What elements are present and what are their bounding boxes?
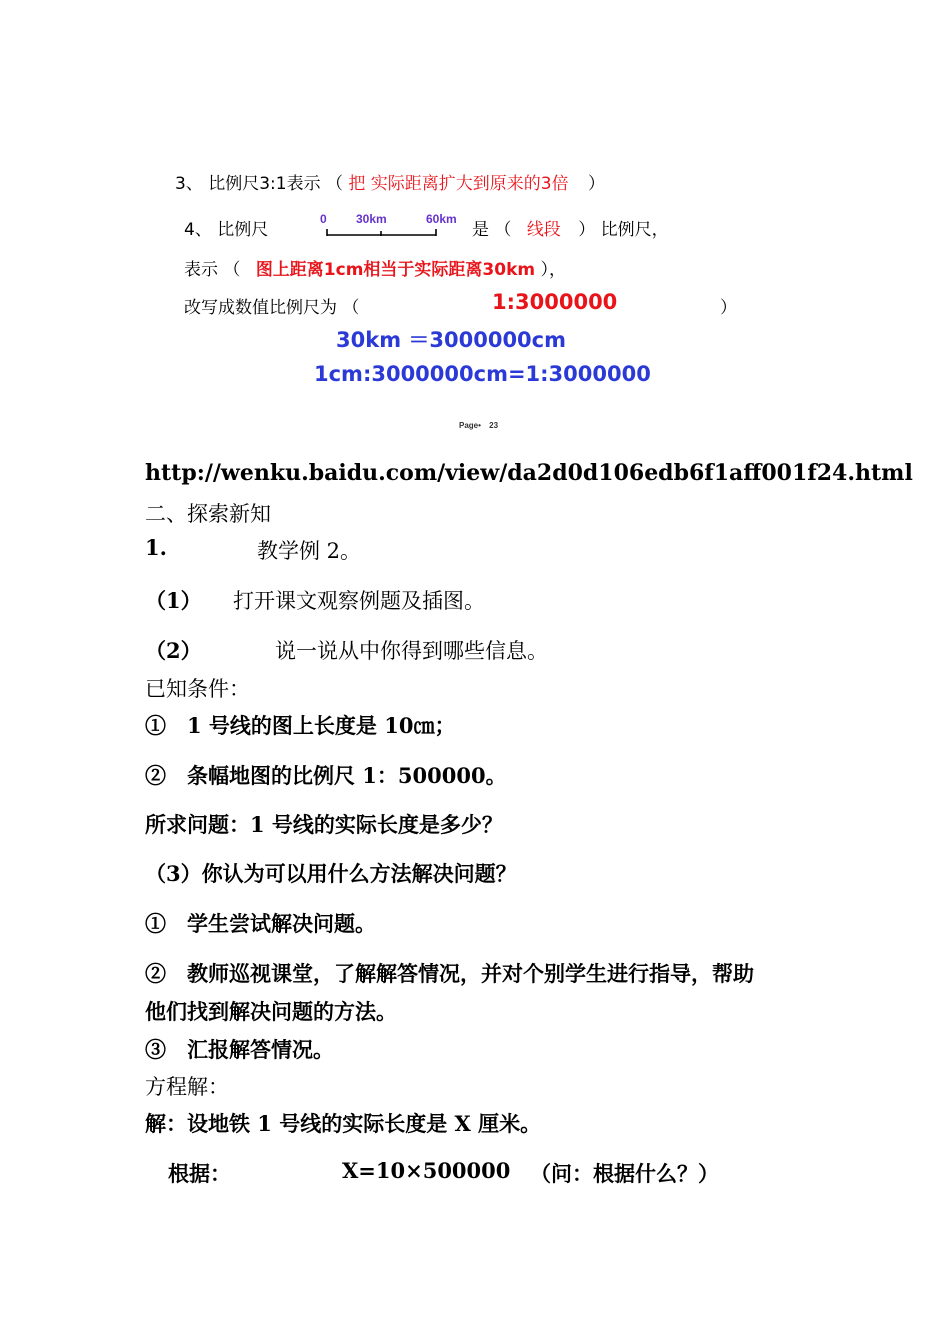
sub-step-3: （3）你认为可以用什么方法解决问题？: [145, 861, 517, 886]
known-label: 已知条件：: [145, 677, 250, 701]
slide-line-4-rest: 是 （ 线段 ） 比例尺，: [472, 220, 669, 240]
question: 所求问题：1 号线的实际长度是多少？: [145, 812, 503, 837]
scale-label-60km: 60km: [426, 212, 457, 226]
answer-scale-meaning: 图上距离1cm相当于实际距离30km: [255, 260, 536, 280]
sub-step-2: （2） 说一说从中你得到哪些信息。: [145, 638, 548, 663]
source-url: http://wenku.baidu.com/view/da2d0d106edb6f1aff001f24.html: [145, 460, 913, 486]
solution-line: 解：设地铁 1 号线的实际长度是 X 厘米。: [145, 1111, 542, 1136]
slide-line-6-close: ）: [720, 298, 737, 318]
basis-formula: X=10×500000: [342, 1158, 511, 1183]
equation-label: 方程解：: [145, 1075, 229, 1099]
basis-question: （问：根据什么？）: [530, 1161, 719, 1186]
scale-bar-line: [318, 226, 443, 238]
answer-numeric-scale: 1:3000000: [492, 290, 618, 314]
section-heading: 二、探索新知: [145, 502, 271, 526]
item-1: ① 学生尝试解决问题。: [145, 911, 376, 936]
known-item-1: ① 1 号线的图上长度是 10㎝；: [145, 713, 456, 738]
scale-label-0: 0: [320, 212, 327, 226]
item-2-line-1: ② 教师巡视课堂，了解解答情况，并对个别学生进行指导，帮助: [145, 961, 754, 986]
calc-line-2: 1cm:3000000cm=1:3000000: [314, 362, 651, 386]
item-3: ③ 汇报解答情况。: [145, 1037, 334, 1062]
slide-page-footer: Page• 23: [459, 421, 499, 430]
known-item-2: ② 条幅地图的比例尺 1：500000。: [145, 763, 507, 788]
sub-step-1: （1） 打开课文观察例题及插图。: [145, 588, 485, 613]
step-1: 1. 教学例 2。: [145, 535, 362, 563]
answer-scale-type: 线段: [526, 220, 561, 240]
item-2-line-2: 他们找到解决问题的方法。: [145, 999, 397, 1024]
answer-ratio-meaning: 把 实际距离扩大到原来的3倍: [348, 174, 569, 194]
slide-line-5: 表示 （ 图上距离1cm相当于实际距离30km ），: [184, 260, 567, 280]
basis-line: 根据： X=10×500000 （问：根据什么？）: [168, 1158, 719, 1186]
line-scale-bar: [318, 212, 473, 242]
slide-line-4: 4、 比例尺: [184, 220, 269, 240]
calc-line-1: 30km ＝3000000cm: [336, 328, 566, 352]
slide-line-3: 3、 比例尺3:1表示 （ 把 实际距离扩大到原来的3倍 ）: [175, 174, 606, 194]
scale-label-30km: 30km: [356, 212, 387, 226]
slide-line-6: 改写成数值比例尺为 （: [184, 298, 360, 318]
